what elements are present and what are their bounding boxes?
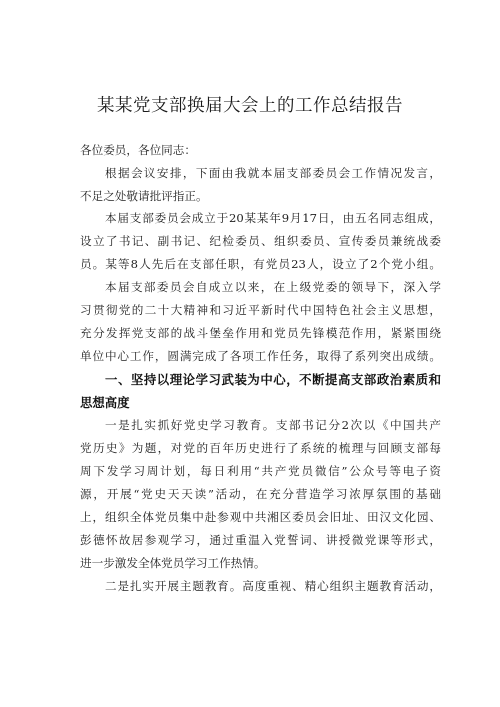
- paragraph-line: 单位中心工作，圆满完成了各项工作任务，取得了系列突出成绩。: [80, 349, 441, 363]
- paragraph-line: 党历史》为题，对党的百年历史进行了系统的梳理与回顾支部每: [80, 441, 441, 455]
- section-heading: 一、坚持以理论学习武装为中心，不断提高支部政治素质和: [105, 372, 441, 387]
- document-title: 某某党支部换届大会上的工作总结报告: [97, 96, 403, 116]
- paragraph-line: 二是扎实开展主题教育。高度重视、精心组织主题教育活动，: [105, 579, 441, 593]
- paragraph-line: 本届支部委员会自成立以来，在上级党委的领导下，深入学: [105, 280, 441, 294]
- paragraph-line: 上，组织全体党员集中赴参观中共湘区委员会旧址、田汉文化园、: [80, 510, 441, 524]
- section-heading-continued: 思想高度: [80, 395, 130, 410]
- paragraph-line: 习贯彻党的二十大精神和习近平新时代中国特色社会主义思想，: [80, 303, 441, 317]
- paragraph-line: 进一步激发全体党员学习工作热情。: [80, 556, 266, 570]
- paragraph-line: 一是扎实抓好党史学习教育。支部书记分2次以《中国共产: [105, 418, 441, 432]
- paragraph-line: 源，开展“党史天天读”活动，在充分营造学习浓厚氛围的基础: [80, 487, 441, 501]
- paragraph-line: 根据会议安排，下面由我就本届支部委员会工作情况发言，: [105, 166, 441, 180]
- paragraph-line: 本届支部委员会成立于20某某年9月17日，由五名同志组成，: [105, 211, 441, 225]
- paragraph-line: 不足之处敬请批评指正。: [80, 189, 208, 203]
- paragraph-line: 设立了书记、副书记、纪检委员、组织委员、宣传委员兼统战委: [80, 234, 441, 248]
- paragraph-line: 员。某等8人先后在支部任职，有党员23人，设立了2个党小组。: [80, 257, 441, 271]
- paragraph-line: 彭德怀故居参观学习，通过重温入党誓词、讲授微党课等形式，: [80, 533, 441, 547]
- paragraph-line: 充分发挥党支部的战斗堡垒作用和党员先锋模范作用，紧紧围绕: [80, 326, 441, 340]
- salutation: 各位委员，各位同志：: [80, 143, 196, 157]
- paragraph-line: 周下发学习周计划，每日利用“共产党员微信”公众号等电子资: [80, 464, 441, 478]
